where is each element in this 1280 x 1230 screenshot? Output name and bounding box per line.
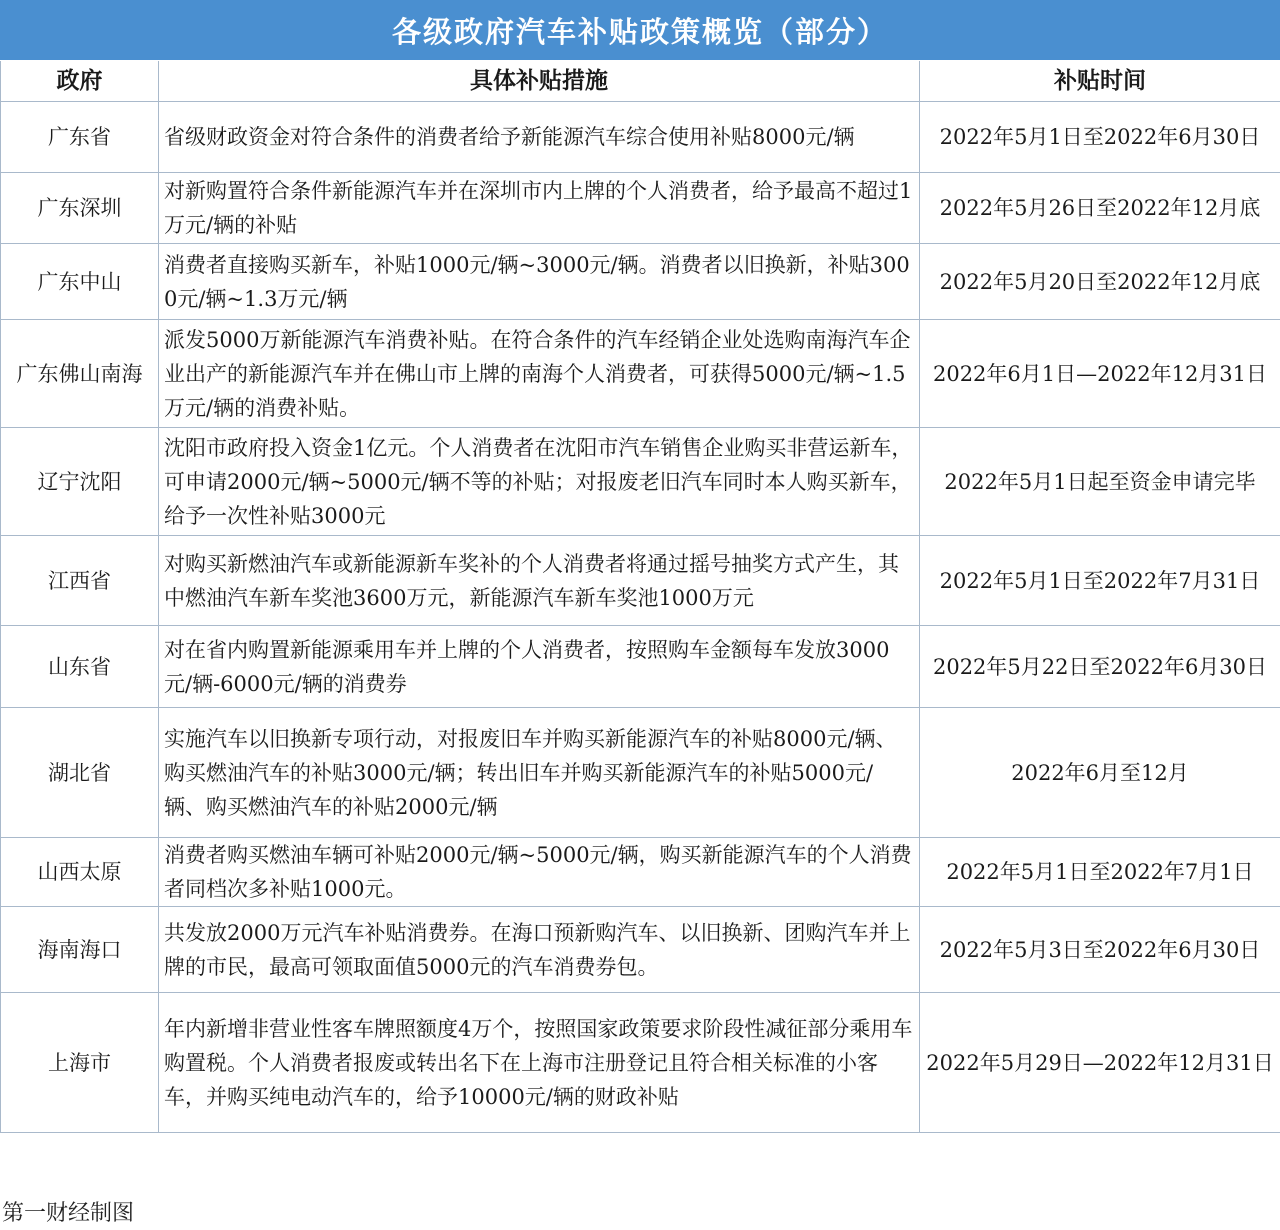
period-cell: 2022年5月20日至2022年12月底 (920, 244, 1280, 320)
measure-cell: 派发5000万新能源汽车消费补贴。在符合条件的汽车经销企业处选购南海汽车企业出产的新能源汽车并在佛山市上牌的南海个人消费者，可获得5000元/辆~1.5万元/辆的消费补贴。 (159, 320, 920, 428)
government-cell: 广东省 (1, 102, 159, 173)
source-credit: 第一财经制图 (2, 1201, 135, 1226)
period-cell: 2022年6月1日—2022年12月31日 (920, 320, 1280, 428)
measure-cell: 对在省内购置新能源乘用车并上牌的个人消费者，按照购车金额每车发放3000元/辆-6000元/辆的消费券 (159, 626, 920, 708)
measure-cell: 年内新增非营业性客车牌照额度4万个，按照国家政策要求阶段性减征部分乘用车购置税。个人消费者报废或转出名下在上海市注册登记且符合相关标准的小客车，并购买纯电动汽车的，给予10000元/辆的财政补贴 (159, 993, 920, 1133)
period-cell: 2022年5月1日至2022年7月1日 (920, 838, 1280, 907)
period-cell: 2022年5月3日至2022年6月30日 (920, 907, 1280, 993)
government-cell: 山东省 (1, 626, 159, 708)
table-row (1, 626, 1280, 708)
government-cell: 江西省 (1, 536, 159, 626)
header-row (1, 61, 1280, 102)
measure-cell: 共发放2000万元汽车补贴消费券。在海口预新购汽车、以旧换新、团购汽车并上牌的市民，最高可领取面值5000元的汽车消费券包。 (159, 907, 920, 993)
table-row (1, 907, 1280, 993)
policy-table (0, 61, 1280, 1133)
table-row (1, 428, 1280, 536)
measure-cell: 省级财政资金对符合条件的消费者给予新能源汽车综合使用补贴8000元/辆 (159, 102, 920, 173)
measure-cell: 对新购置符合条件新能源汽车并在深圳市内上牌的个人消费者，给予最高不超过1万元/辆的补贴 (159, 173, 920, 244)
column-header-government: 政府 (1, 61, 159, 102)
table-row (1, 244, 1280, 320)
government-cell: 湖北省 (1, 708, 159, 838)
measure-cell: 实施汽车以旧换新专项行动，对报废旧车并购买新能源汽车的补贴8000元/辆、购买燃油汽车的补贴3000元/辆；转出旧车并购买新能源汽车的补贴5000元/辆、购买燃油汽车的补贴2000元/辆 (159, 708, 920, 838)
table-row (1, 708, 1280, 838)
government-cell: 辽宁沈阳 (1, 428, 159, 536)
column-header-period: 补贴时间 (920, 61, 1280, 102)
government-cell: 广东佛山南海 (1, 320, 159, 428)
period-cell: 2022年5月1日至2022年7月31日 (920, 536, 1280, 626)
measure-cell: 消费者购买燃油车辆可补贴2000元/辆~5000元/辆，购买新能源汽车的个人消费者同档次多补贴1000元。 (159, 838, 920, 907)
measure-cell: 消费者直接购买新车，补贴1000元/辆~3000元/辆。消费者以旧换新，补贴3000元/辆~1.3万元/辆 (159, 244, 920, 320)
period-cell: 2022年5月1日起至资金申请完毕 (920, 428, 1280, 536)
measure-cell: 沈阳市政府投入资金1亿元。个人消费者在沈阳市汽车销售企业购买非营运新车，可申请2000元/辆~5000元/辆不等的补贴；对报废老旧汽车同时本人购买新车，给予一次性补贴3000元 (159, 428, 920, 536)
government-cell: 上海市 (1, 993, 159, 1133)
table-row (1, 838, 1280, 907)
table-row (1, 993, 1280, 1133)
government-cell: 海南海口 (1, 907, 159, 993)
period-cell: 2022年5月29日—2022年12月31日 (920, 993, 1280, 1133)
period-cell: 2022年5月1日至2022年6月30日 (920, 102, 1280, 173)
government-cell: 山西太原 (1, 838, 159, 907)
table-row (1, 173, 1280, 244)
government-cell: 广东中山 (1, 244, 159, 320)
measure-cell: 对购买新燃油汽车或新能源新车奖补的个人消费者将通过摇号抽奖方式产生，其中燃油汽车新车奖池3600万元，新能源汽车新车奖池1000万元 (159, 536, 920, 626)
column-header-measure: 具体补贴措施 (159, 61, 920, 102)
period-cell: 2022年5月26日至2022年12月底 (920, 173, 1280, 244)
government-cell: 广东深圳 (1, 173, 159, 244)
period-cell: 2022年5月22日至2022年6月30日 (920, 626, 1280, 708)
table-row (1, 536, 1280, 626)
period-cell: 2022年6月至12月 (920, 708, 1280, 838)
table-row (1, 320, 1280, 428)
table-title: 各级政府汽车补贴政策概览（部分） (0, 0, 1280, 60)
table-row (1, 102, 1280, 173)
